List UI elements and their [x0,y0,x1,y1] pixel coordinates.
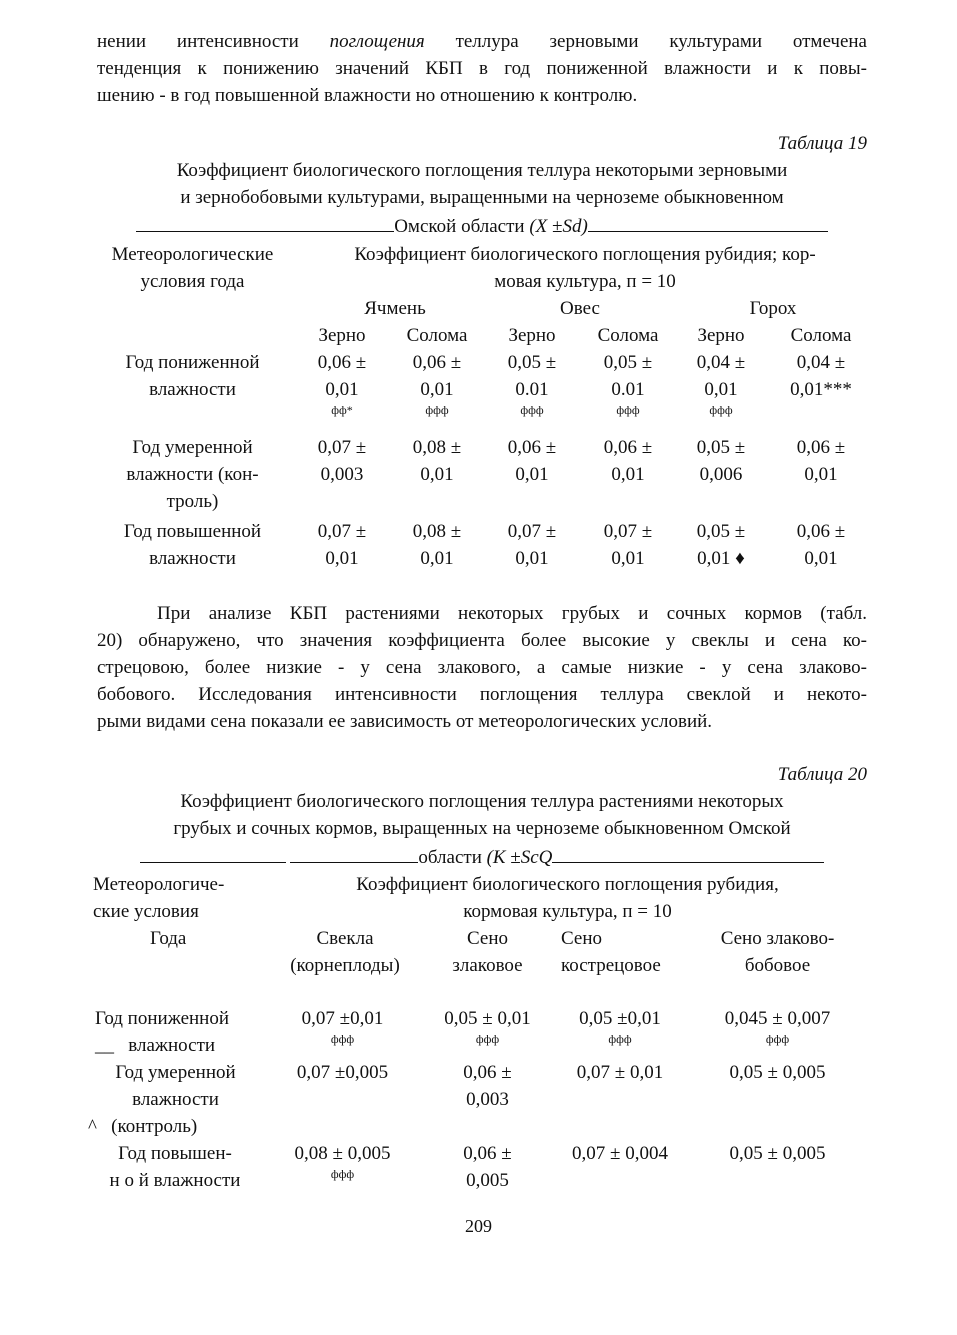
intro-line-1: нении интенсивности поглощения теллура зерновыми культурами отмечена [97,31,867,52]
middle-line-1: При анализе КБП растениями некоторых грубых и сочных кормов (табл. [157,603,867,624]
table19-cell: 0,08 ± 0,01 [412,437,462,485]
table20-header-left-3: Года [150,928,187,949]
table20-col-hay-brome: Сено кострецовое [561,928,661,976]
table19-title-line-1: Коэффициент биологического поглощения теллура некоторыми зерновыми [176,160,788,181]
table19-title-formula: (X ±Sd) [529,216,588,237]
intro-line-3: шению - в год повышенной влажности но отношению к контролю. [97,85,638,106]
table20-col-beet: Свекла (корнеплоды) [290,928,400,976]
table19-cell: 0,06 ± 0,01 ффф [412,352,462,417]
middle-line-5: рыми видами сена показали ее зависимость от метеорологических условий. [97,711,713,732]
table19-header-left-2: условия года [140,271,245,292]
table20-cell: 0,08 ± 0,005 ффф [294,1143,391,1181]
table20-cell: 0,07 ±0,01 ффф [301,1008,384,1046]
table20-cell: 0,05 ± 0,005 [729,1143,826,1164]
table19-subcol: Зерно [508,325,556,346]
table20-row3-condition: Год повышен- н о й влажности [109,1143,241,1191]
table20-cell: 0,05 ± 0,01 ффф [444,1008,531,1046]
middle-line-3: стрецовою, более низкие - у сена злакового, а самые низкие - у сена злаково- [97,657,867,678]
table20-title-region: области [418,847,482,868]
table19-cell: 0,07 ± 0,01 [317,521,367,569]
table20-cell: 0,05 ±0,01 ффф [579,1008,661,1046]
table20-header-main-1: Коэффициент биологического поглощения рубидия, [356,874,779,895]
table19-crop-oats: Овес [560,298,600,319]
table20-header-main-2: кормовая культура, п = 10 [463,901,672,922]
table19-crop-barley: Ячмень [364,298,426,319]
intro-line-2: тенденция к понижению значений КБП в год пониженной влажности и к повы- [97,58,867,79]
table19-cell: 0,05 ± 0,006 [696,437,746,485]
table19-header-left-1: Метеорологические [111,244,274,265]
table19-cell: 0,07 ± 0,01 [507,521,557,569]
table20-row2-condition: Год умеренной влажности [115,1062,236,1110]
table19-cell: 0,06 ± 0,01 [603,437,653,485]
intro-italic-word: поглощения [329,31,425,52]
table19-subcol: Зерно [318,325,366,346]
table20-cell: 0,07 ± 0,004 [572,1143,668,1164]
table20-cell: 0,05 ± 0,005 [729,1062,826,1083]
table19-cell: 0,05 ± 0.01 ффф [507,352,557,417]
intro-paragraph [97,28,867,109]
table19-cell: 0,06 ± 0,01 фф* [317,352,367,417]
table19-cell: 0,08 ± 0,01 [412,521,462,569]
table20-row1-condition: Год пониженной __ влажности [95,1008,230,1056]
table20-cell: 0,06 ± 0,003 [463,1062,512,1110]
table20-row2-condition-3: ^ (контроль) [88,1116,198,1137]
table19-header-main-1: Коэффициент биологического поглощения рубидия; кор- [354,244,816,265]
table19-crop-peas: Горох [749,298,797,319]
table19-row2-condition: Год умеренной влажности (кон- троль) [126,437,259,512]
table19-cell: 0,05 ± 0.01 ффф [603,352,653,417]
table19-cell: 0,06 ± 0,01 [507,437,557,485]
table19-row1-condition: Год пониженной влажности [125,352,260,400]
middle-line-2: 20) обнаружено, что значения коэффициента более высокие у свеклы и сена ко- [97,630,867,651]
table20-title-line-3 [97,842,867,871]
table20-col-hay-grass: Сено злаковое [452,928,523,976]
table20-cell: 0,07 ±0,005 [296,1062,389,1083]
table20-title-line-2: грубых и сочных кормов, выращенных на черноземе обыкновенном Омской [173,818,791,839]
page-number: 209 [465,1216,492,1236]
table19-subcol: Солома [406,325,468,346]
table19-title-line-2: и зернобобовыми культурами, выращенными на черноземе обыкновенном [180,187,784,208]
table19-subcol: Солома [790,325,852,346]
table19-cell: 0,04 ± 0,01*** [790,352,852,400]
middle-paragraph [97,600,867,735]
table19-cell: 0,07 ± 0,01 [603,521,653,569]
table20-cell: 0,06 ± 0,005 [463,1143,512,1191]
table19-cell: 0,05 ± 0,01 ♦ [696,521,746,569]
table19-row3-condition: Год повышенной влажности [123,521,262,569]
table19-subcol: Солома [597,325,659,346]
table19-cell: 0,04 ± 0,01 ффф [696,352,746,417]
table19-header-main-2: мовая культура, п = 10 [494,271,676,292]
table19-cell: 0,07 ± 0,003 [317,437,367,485]
table20-header-left-2: ские условия [93,901,199,922]
table19-label: Таблица 19 [777,133,867,154]
table20-cell: 0,07 ± 0,01 [576,1062,664,1083]
table20-title-formula: (К ±ScQ [486,847,553,868]
table19-cell: 0,06 ± 0,01 [796,437,846,485]
table20-header-left-1: Метеорологиче- [93,874,225,895]
middle-line-4: бобового. Исследования интенсивности поглощения теллура свеклой и некото- [97,684,867,705]
table19-title-region: Омской области [394,216,525,237]
table19-subcol: Зерно [697,325,745,346]
table20-cell: 0,045 ± 0,007 ффф [724,1008,831,1046]
table20-col-hay-legume: Сено злаково- бобовое [720,928,835,976]
table19-title-line-3 [97,211,867,240]
table20-label: Таблица 20 [777,764,867,785]
table20-title-line-1: Коэффициент биологического поглощения теллура растениями некоторых [180,791,784,812]
table19-cell: 0,06 ± 0,01 [796,521,846,569]
